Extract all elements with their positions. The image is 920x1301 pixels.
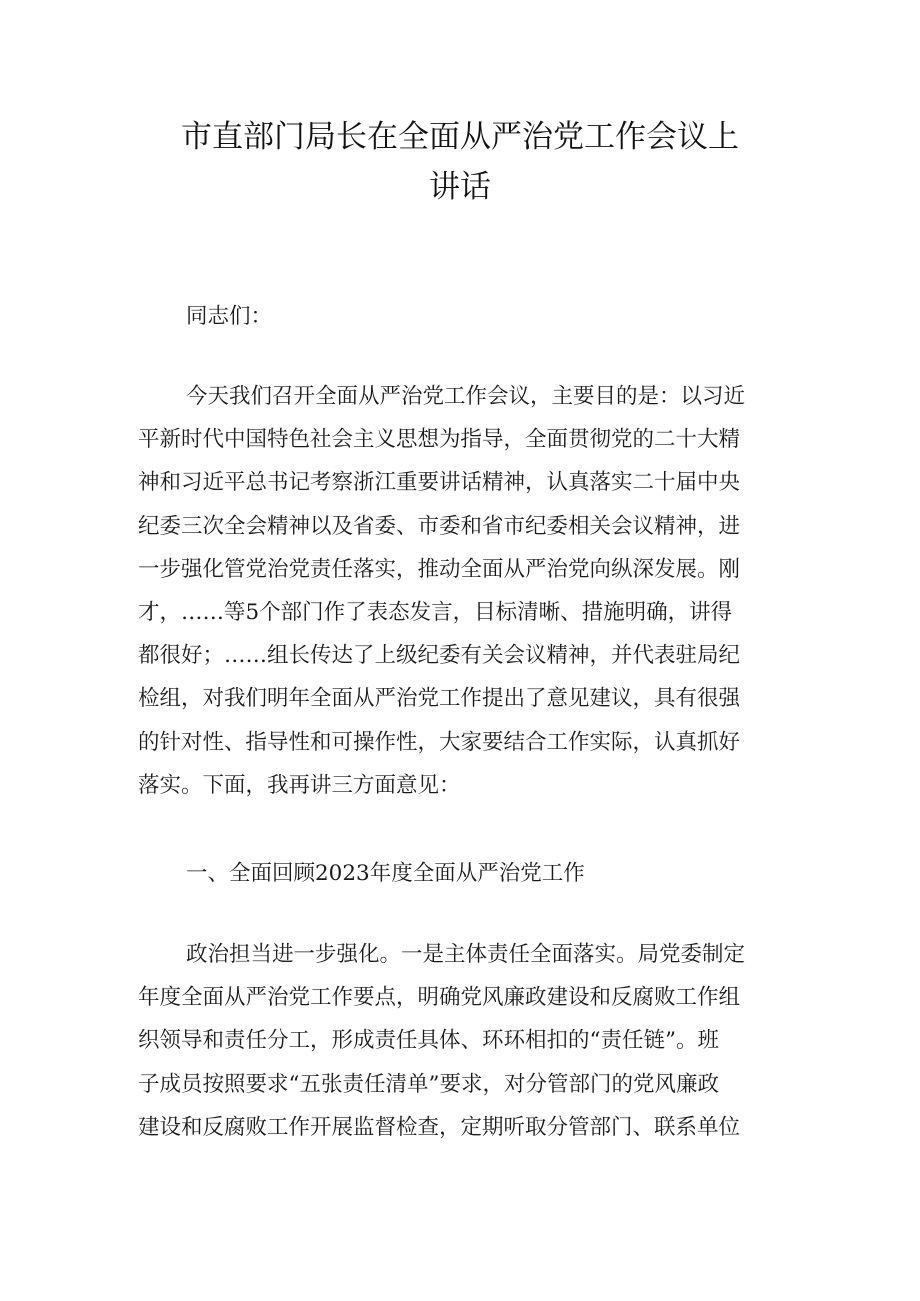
salutation [138,295,788,338]
body-line: 年度全面从严治党工作要点，明确党风廉政建设和反腐败工作组 [138,985,741,1011]
body-line: 子成员按照要求“五张责任清单”要求，对分管部门的党风廉政 [138,1071,719,1097]
intro-line: 一步强化管党治党责任落实，推动全面从严治党向纵深发展。刚 [138,556,741,582]
section-heading-text: 一、全面回顾2023年度全面从严治党工作 [186,861,585,886]
title-line-1: 市直部门局长在全面从严治党工作会议上 [181,119,739,155]
salutation-text: 同志们： [186,304,273,329]
document-title [138,112,782,212]
body-line: 政治担当进一步强化。一是主体责任全面落实。局党委制定 [186,942,746,967]
title-line-2: 讲话 [429,169,491,205]
body-paragraph [138,933,788,1149]
intro-line: 都很好；……组长传达了上级纪委有关会议精神，并代表驻局纪 [138,643,741,669]
intro-line: 才，……等5个部门作了表态发言，目标清晰、措施明确，讲得 [138,599,733,625]
intro-line: 今天我们召开全面从严治党工作会议，主要目的是：以习近 [186,384,746,409]
intro-line: 的针对性、指导性和可操作性，大家要结合工作实际，认真抓好 [138,729,741,755]
intro-line: 检组，对我们明年全面从严治党工作提出了意见建议，具有很强 [138,686,741,712]
section-heading [138,852,788,895]
intro-line: 落实。下面，我再讲三方面意见： [138,772,461,798]
intro-paragraph [138,375,788,807]
intro-line: 平新时代中国特色社会主义思想为指导，全面贯彻党的二十大精 [138,427,741,453]
intro-line: 神和习近平总书记考察浙江重要讲话精神，认真落实二十届中央 [138,470,741,496]
body-line: 建设和反腐败工作开展监督检查，定期听取分管部门、联系单位 [138,1114,741,1140]
body-line: 织领导和责任分工，形成责任具体、环环相扣的“责任链”。班 [138,1028,719,1054]
intro-line: 纪委三次全会精神以及省委、市委和省市纪委相关会议精神，进 [138,513,741,539]
